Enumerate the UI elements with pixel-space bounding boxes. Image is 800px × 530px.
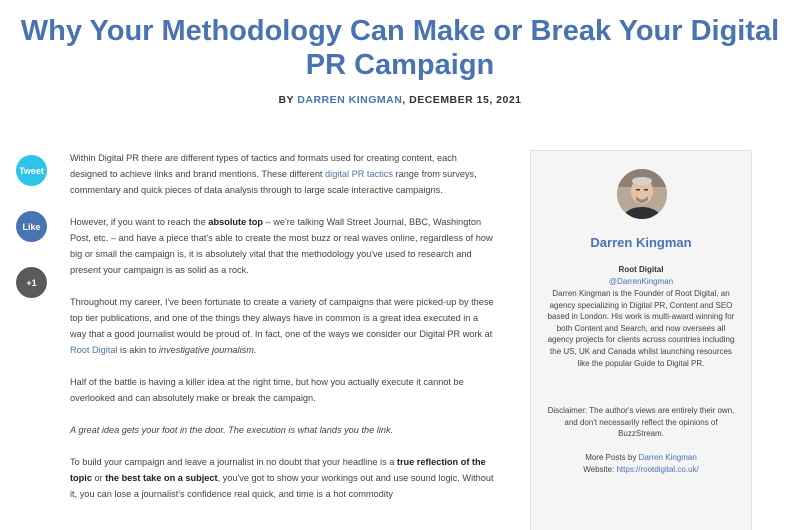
publish-date: DECEMBER 15, 2021: [409, 94, 522, 106]
paragraph-battle: Half of the battle is having a killer idea at the right time, but how you actually execute it cannot be overlooked and can absolutely make or break the campaign.: [70, 377, 464, 403]
website-link[interactable]: https://rootdigital.co.uk/: [616, 465, 699, 474]
p6-text-a: To build your campaign and leave a journalist in no doubt that your headline is a: [70, 457, 397, 467]
digital-pr-tactics-link[interactable]: digital PR tactics: [325, 169, 393, 179]
p2-text-a: However, if you want to reach the: [70, 217, 209, 227]
plus-one-label: +1: [26, 277, 37, 288]
author-box: [530, 150, 752, 530]
plus-one-button[interactable]: [16, 267, 47, 298]
paragraph-intro: [70, 150, 495, 198]
tweet-button[interactable]: [16, 155, 47, 186]
byline: [0, 94, 800, 106]
website-prefix: Website:: [583, 465, 617, 474]
author-name: Darren Kingman: [590, 235, 692, 250]
more-posts-prefix: More Posts by: [585, 453, 639, 462]
byline-prefix: BY: [278, 94, 298, 106]
byline-separator: ,: [402, 94, 410, 106]
paragraph-quote: [70, 422, 495, 438]
p6-bold-2: the best take on a subject: [105, 473, 218, 483]
article-body: [70, 150, 495, 518]
p1-text-b: range from surveys, commentary and quick pieces of data analysis through to large scale interactive campaigns.: [70, 169, 477, 195]
author-twitter-handle[interactable]: @DarrenKingman: [608, 277, 674, 286]
p6-text-b: or: [91, 473, 106, 483]
p6-text-c: , you've got to show your workings out and use sound logic. Without it, you can lose a journalist's confidence real quick, and time is a hot commodity: [70, 473, 494, 499]
tweet-label: Tweet: [19, 165, 44, 176]
paragraph-career: [70, 294, 495, 358]
paragraph-build: [70, 454, 495, 502]
avatar: [617, 169, 667, 219]
author-photo-icon: [617, 169, 667, 219]
author-website: [531, 465, 751, 474]
p3-text-a: Throughout my career, I've been fortunate to create a variety of campaigns that were picked-up by these top tier publications, and one of the things they always have in common is a great idea executed in a way that a good journalist would be proud of. In fact, one of the ways we consider our Digital PR work at: [70, 297, 494, 339]
like-button[interactable]: [16, 211, 47, 242]
p1-text-a: Within Digital PR there are different types of tactics and formats used for creating content, each designed to achieve links and brand mentions. These different: [70, 153, 457, 179]
p2-bold: absolute top: [208, 217, 264, 227]
author-company: Root Digital: [618, 265, 664, 274]
root-digital-link[interactable]: Root Digital: [70, 345, 118, 355]
paragraph-absolute-top: [70, 214, 495, 278]
p2-text-b: – we're talking Wall Street Journal, BBC, Washington Post, etc. – and have a piece that's able to create the most buzz or real waves online, regardless of how big or small the campaign is, it is absolutely vital that the methodology you've used to research and present your campaign is as solid as a rock.: [70, 217, 493, 275]
p3-text-b: is akin to: [117, 345, 159, 355]
disclaimer: Disclaimer: The author's views are entirely their own, and don't necessarily reflect the opinions of BuzzStream.: [547, 406, 735, 439]
p3-italic: investigative journalism.: [158, 345, 257, 355]
author-link[interactable]: DARREN KINGMAN: [297, 94, 403, 106]
p6-bold-1: true reflection of the topic: [70, 457, 486, 483]
more-posts-link[interactable]: Darren Kingman: [638, 453, 697, 462]
more-posts: [531, 453, 751, 462]
author-bio: Darren Kingman is the Founder of Root Digital, an agency specializing in Digital PR, Content and SEO based in London. His work is multi-award winning for both Content and Search, and now oversees all agency projects for clients across countries including the US, UK and Canada whilst launching resources like the popular Guide to Digital PR.: [547, 289, 735, 368]
article-title: Why Your Methodology Can Make or Break Your Digital PR Campaign: [20, 15, 780, 81]
quote-text: A great idea gets your foot in the door. The execution is what lands you the link.: [70, 425, 394, 435]
like-label: Like: [22, 221, 41, 232]
